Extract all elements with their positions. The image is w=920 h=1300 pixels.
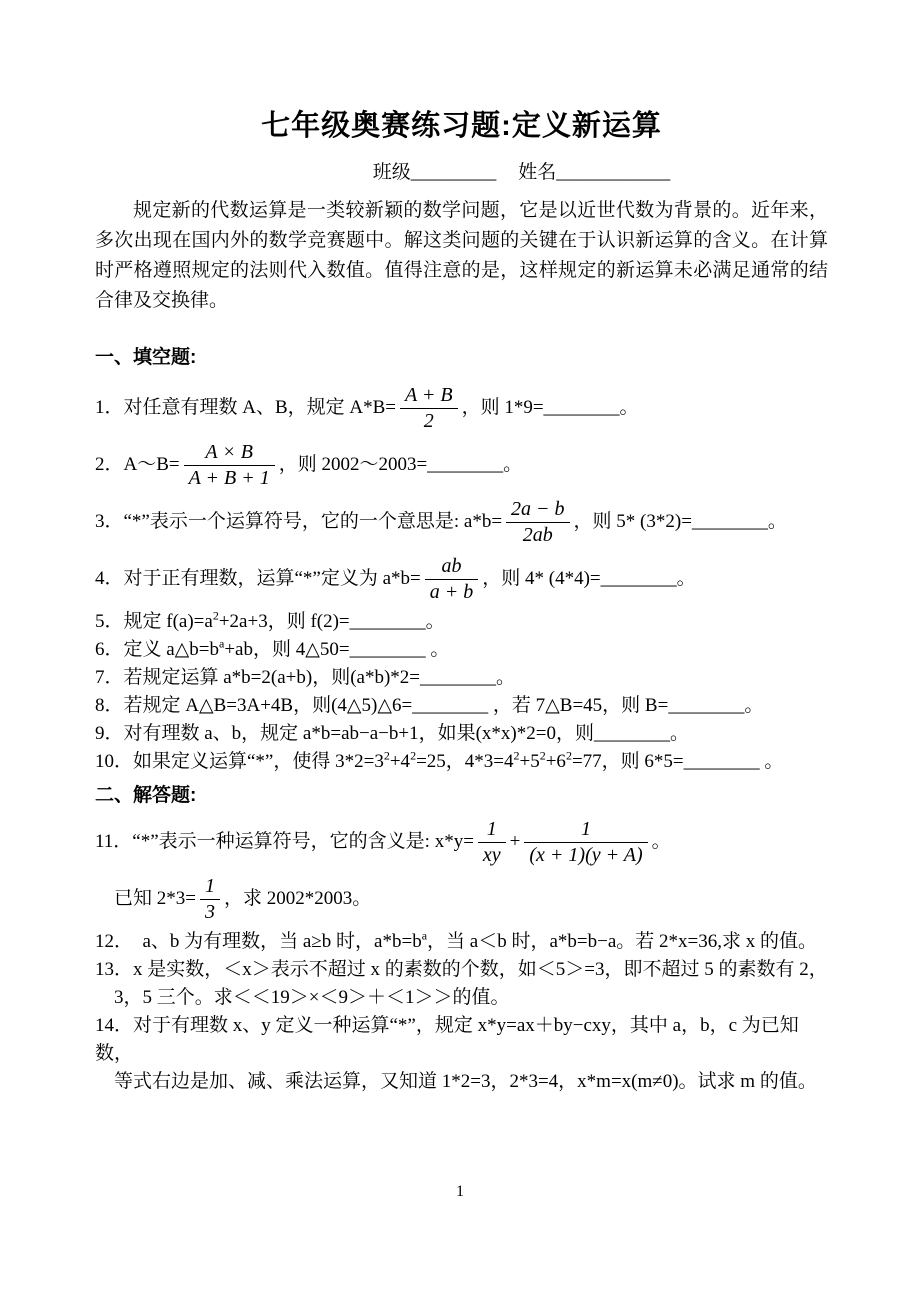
class-label: 班级 — [372, 162, 411, 183]
fraction: $\frac{2a - b}{2ab}$ — [506, 498, 570, 547]
superscript: a — [421, 928, 428, 943]
problem-line: 9．对有理数 a、b，规定 a*b=ab−a−b+1，如果(x*x)*2=0，则________。 — [95, 723, 689, 744]
problem-line: 2．A～B= $\frac{A \times B}{A + B + 1}$ ，则 2002～2003=________。 — [95, 441, 523, 489]
section-heading: 一、填空题: — [95, 347, 197, 368]
superscript: 2 — [212, 608, 219, 623]
problem-line: 已知 2*3= $\frac{1}{3}$ ，求 2002*2003。 — [114, 875, 372, 923]
problem-line: 等式右边是加、减、乘法运算，又知道 1*2=3，2*3=4，x*m=x(m≠0)。试求 m 的值。 — [114, 1071, 817, 1092]
class-name-line — [95, 158, 828, 188]
page-number: 1 — [456, 1183, 464, 1200]
problem — [95, 608, 828, 636]
sections — [95, 344, 828, 1096]
problem-line: 10．如果定义运算“*”，使得 $3*2=3^2+4^2=25$，$4*3=4^2+5^2+6^2=77$，则 6*5=________ 。 — [95, 748, 784, 772]
class-blank: _________ — [410, 162, 497, 183]
problem — [95, 494, 828, 551]
superscript: 2 — [383, 748, 390, 763]
fraction: $\frac{1}{(x + 1)(y + A)}$ — [524, 818, 647, 867]
problem — [95, 748, 828, 776]
problem-line: 3，5 三个。求＜＜19＞×＜9＞＋＜1＞＞的值。 — [114, 987, 510, 1008]
problem-line: 5．规定 $f(a)=a^2+2a+3$，则 f(2)=________。 — [95, 608, 445, 632]
name-blank: ____________ — [556, 162, 671, 183]
problem — [95, 720, 828, 748]
problem-line: 12． a、b 为有理数，当 a≥b 时，$a*b=b^a$，当 a＜b 时，a*b=b−a。若 2*x=36,求 x 的值。 — [95, 928, 817, 952]
problem-line: 14．对于有理数 x、y 定义一种运算“*”，规定 x*y=ax＋by−cxy，其中 a，b，c 为已知数， — [95, 1015, 799, 1064]
problem-line: 6．定义 $a\triangle b=b^a+ab$，则 4△50=________ 。 — [95, 636, 450, 660]
problem — [95, 636, 828, 664]
section-heading: 二、解答题: — [95, 785, 197, 806]
problem-line: 4．对于正有理数，运算“*”定义为 a*b= $\frac{ab}{a + b}$ ，则 4* (4*4)=________。 — [95, 555, 696, 603]
problem — [95, 928, 828, 956]
problem-line: 7．若规定运算 a*b=2(a+b)，则(a*b)*2=________。 — [95, 667, 516, 688]
fraction: $\frac{1}{3}$ — [200, 875, 220, 924]
problem-line: 1．对任意有理数 A、B，规定 A*B= $\frac{A + B}{2}$ ，则 1*9=________。 — [95, 384, 639, 432]
fraction: $\frac{A + B}{2}$ — [400, 384, 458, 433]
problem — [95, 437, 828, 494]
superscript: 2 — [410, 748, 417, 763]
page-title: 七年级奥赛练习题:定义新运算 — [261, 110, 662, 142]
problem — [95, 664, 828, 692]
fraction: $\frac{1}{xy}$ — [478, 818, 506, 867]
problem-line: 8．若规定 A△B=3A+4B，则(4△5)△6=________ ，若 7△B=45，则 B=________。 — [95, 695, 764, 716]
problem-line: 3．“*”表示一个运算符号，它的一个意思是: a*b= $\frac{2a - b}{2ab}$ ，则 5* (3*2)=________。 — [95, 498, 787, 546]
problem-line: 13．x 是实数，＜x＞表示不超过 x 的素数的个数，如＜5＞=3，即不超过 5 的素数有 2， — [95, 959, 828, 980]
fraction: $\frac{A \times B}{A + B + 1}$ — [184, 441, 275, 490]
problem — [95, 1012, 828, 1096]
problem — [95, 692, 828, 720]
superscript: a — [219, 636, 225, 651]
problem — [95, 380, 828, 437]
problem — [95, 814, 828, 928]
fraction: $\frac{ab}{a + b}$ — [425, 555, 479, 604]
superscript: 2 — [513, 748, 520, 763]
problem — [95, 956, 828, 1012]
superscript: 2 — [539, 748, 546, 763]
problem-line: 11．“*”表示一种运算符号，它的含义是: x*y= $\frac{1}{xy}$ + $\frac{1}{(x + 1)(y + A)}$ 。 — [95, 818, 671, 866]
superscript: 2 — [565, 748, 572, 763]
intro-paragraph: 规定新的代数运算是一类较新颖的数学问题，它是以近世代数为背景的。近年来，多次出现在国内外的数学竞赛题中。解这类问题的关键在于认识新运算的含义。在计算时严格遵照规定的法则代入数值。值得注意的是，这样规定的新运算未必满足通常的结合律及交换律。 — [95, 200, 828, 311]
name-label: 姓名 — [518, 162, 557, 183]
problem — [95, 551, 828, 608]
